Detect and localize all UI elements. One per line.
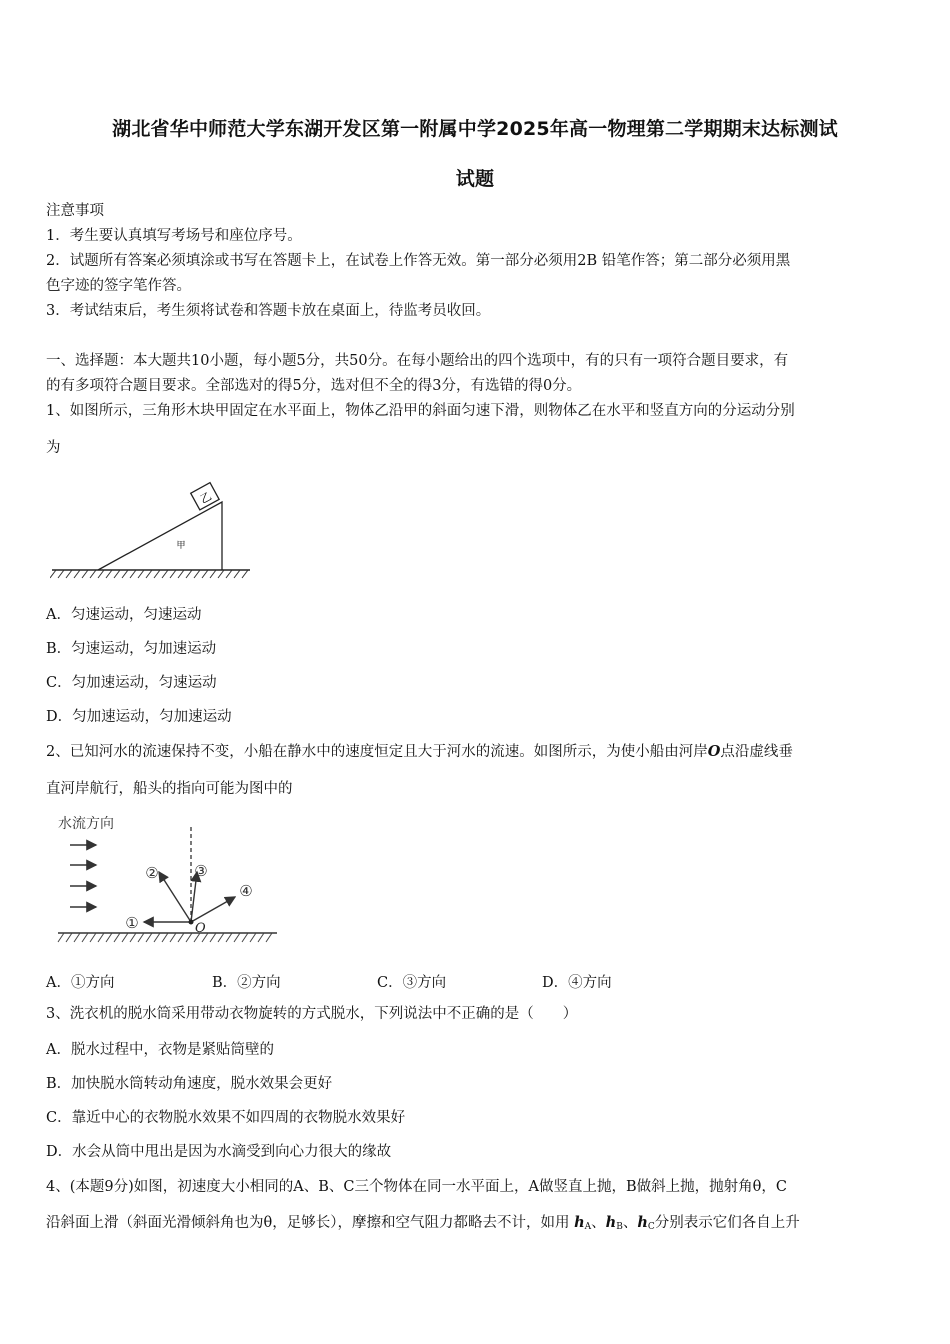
q1-stem-line1: 1、如图所示，三角形木块甲固定在水平面上，物体乙沿甲的斜面匀速下滑，则物体乙在水平和竖直方向的分运动分别 [46, 403, 795, 419]
mark-2: ② [145, 864, 159, 882]
q2-option-d[interactable]: D．④方向 [542, 975, 612, 991]
q3-stem: 3、洗衣机的脱水筒采用带动衣物旋转的方式脱水，下列说法中不正确的是（ ） [46, 1006, 578, 1022]
point-o [189, 920, 194, 925]
point-o-label: O [195, 921, 206, 936]
q4-stem-pre: 沿斜面上滑（斜面光滑倾斜角也为θ，足够长），摩擦和空气阻力都略去不计，如用 [46, 1215, 575, 1231]
q1-option-d[interactable]: D．匀加速运动，匀加速运动 [46, 709, 232, 725]
notice-item-1: 1．考生要认真填写考场号和座位序号。 [46, 228, 302, 244]
mark-3: ③ [194, 862, 208, 880]
block-yi-label: 乙 [197, 489, 214, 507]
mark-1: ① [125, 914, 139, 932]
section-instructions-1: 一、选择题：本大题共10小题，每小题5分，共50分。在每小题给出的四个选项中，有的只有一项符合题目要求，有 [46, 353, 789, 369]
q2-option-a[interactable]: A．①方向 [46, 975, 115, 991]
q1-stem-line2: 为 [46, 440, 61, 456]
q2-stem-o: O [707, 743, 721, 760]
h-symbol: h [574, 1214, 585, 1231]
paper-title-line1: 湖北省华中师范大学东湖开发区第一附属中学2025年高一物理第二学期期末达标测试 [112, 118, 838, 140]
notice-item-2-cont: 色字迹的签字笔作答。 [46, 278, 191, 294]
q2-stem-line1 [46, 742, 906, 762]
sub-a: A [584, 1222, 592, 1232]
q1-option-b[interactable]: B．匀速运动，匀加速运动 [46, 641, 217, 657]
q2-stem-pre: 2、已知河水的流速保持不变，小船在静水中的速度恒定且大于河水的流速。如图所示，为使小船由河岸 [46, 744, 708, 760]
q1-option-a[interactable]: A．匀速运动，匀速运动 [46, 607, 202, 623]
flow-direction-label: 水流方向 [58, 816, 114, 832]
h-symbol: h [605, 1214, 617, 1231]
notice-item-2: 2．试题所有答案必须填涂或书写在答题卡上，在试卷上作答无效。第一部分必须用2B 铅笔作答；第二部分必须用黑 [46, 253, 791, 269]
q4-stem-line2 [46, 1213, 906, 1237]
direction-4-arrow [191, 897, 235, 922]
sep-2: 、 [622, 1215, 638, 1231]
q3-option-d[interactable]: D．水会从筒中甩出是因为水滴受到向心力很大的缘故 [46, 1144, 392, 1160]
q2-option-c[interactable]: C．③方向 [377, 975, 447, 991]
q3-option-b[interactable]: B．加快脱水筒转动角速度，脱水效果会更好 [46, 1076, 333, 1092]
h-symbol: h [637, 1214, 648, 1231]
mark-4: ④ [239, 882, 253, 900]
q2-option-b[interactable]: B．②方向 [212, 975, 281, 991]
q4-stem-post: 分别表示它们各自上升 [654, 1215, 800, 1231]
river-figure [52, 810, 282, 950]
sub-b: B [616, 1222, 623, 1232]
notice-item-3: 3．考试结束后，考生须将试卷和答题卡放在桌面上，待监考员收回。 [46, 303, 491, 319]
paper-title-line2: 试题 [455, 168, 495, 190]
q2-stem-post: 点沿虚线垂 [720, 744, 793, 760]
q3-option-a[interactable]: A．脱水过程中，衣物是紧贴筒壁的 [46, 1042, 274, 1058]
q3-option-c[interactable]: C．靠近中心的衣物脱水效果不如四周的衣物脱水效果好 [46, 1110, 406, 1126]
notice-heading: 注意事项 [46, 203, 104, 219]
q4-stem-line1: 4、(本题9分)如图，初速度大小相同的A、B、C三个物体在同一水平面上，A做竖直上抛，B做斜上抛，抛射角θ，C [46, 1179, 787, 1195]
section-instructions-2: 的有多项符合题目要求。全部选对的得5分，选对但不全的得3分，有选错的得0分。 [46, 378, 582, 394]
q1-option-c[interactable]: C．匀加速运动，匀速运动 [46, 675, 217, 691]
sub-c: C [647, 1222, 655, 1232]
wedge-jia-label: 甲 [176, 541, 186, 551]
incline-figure [50, 478, 255, 583]
q2-stem-line2: 直河岸航行，船头的指向可能为图中的 [46, 781, 293, 797]
direction-2-arrow [159, 872, 191, 922]
sep-1: 、 [591, 1215, 606, 1231]
